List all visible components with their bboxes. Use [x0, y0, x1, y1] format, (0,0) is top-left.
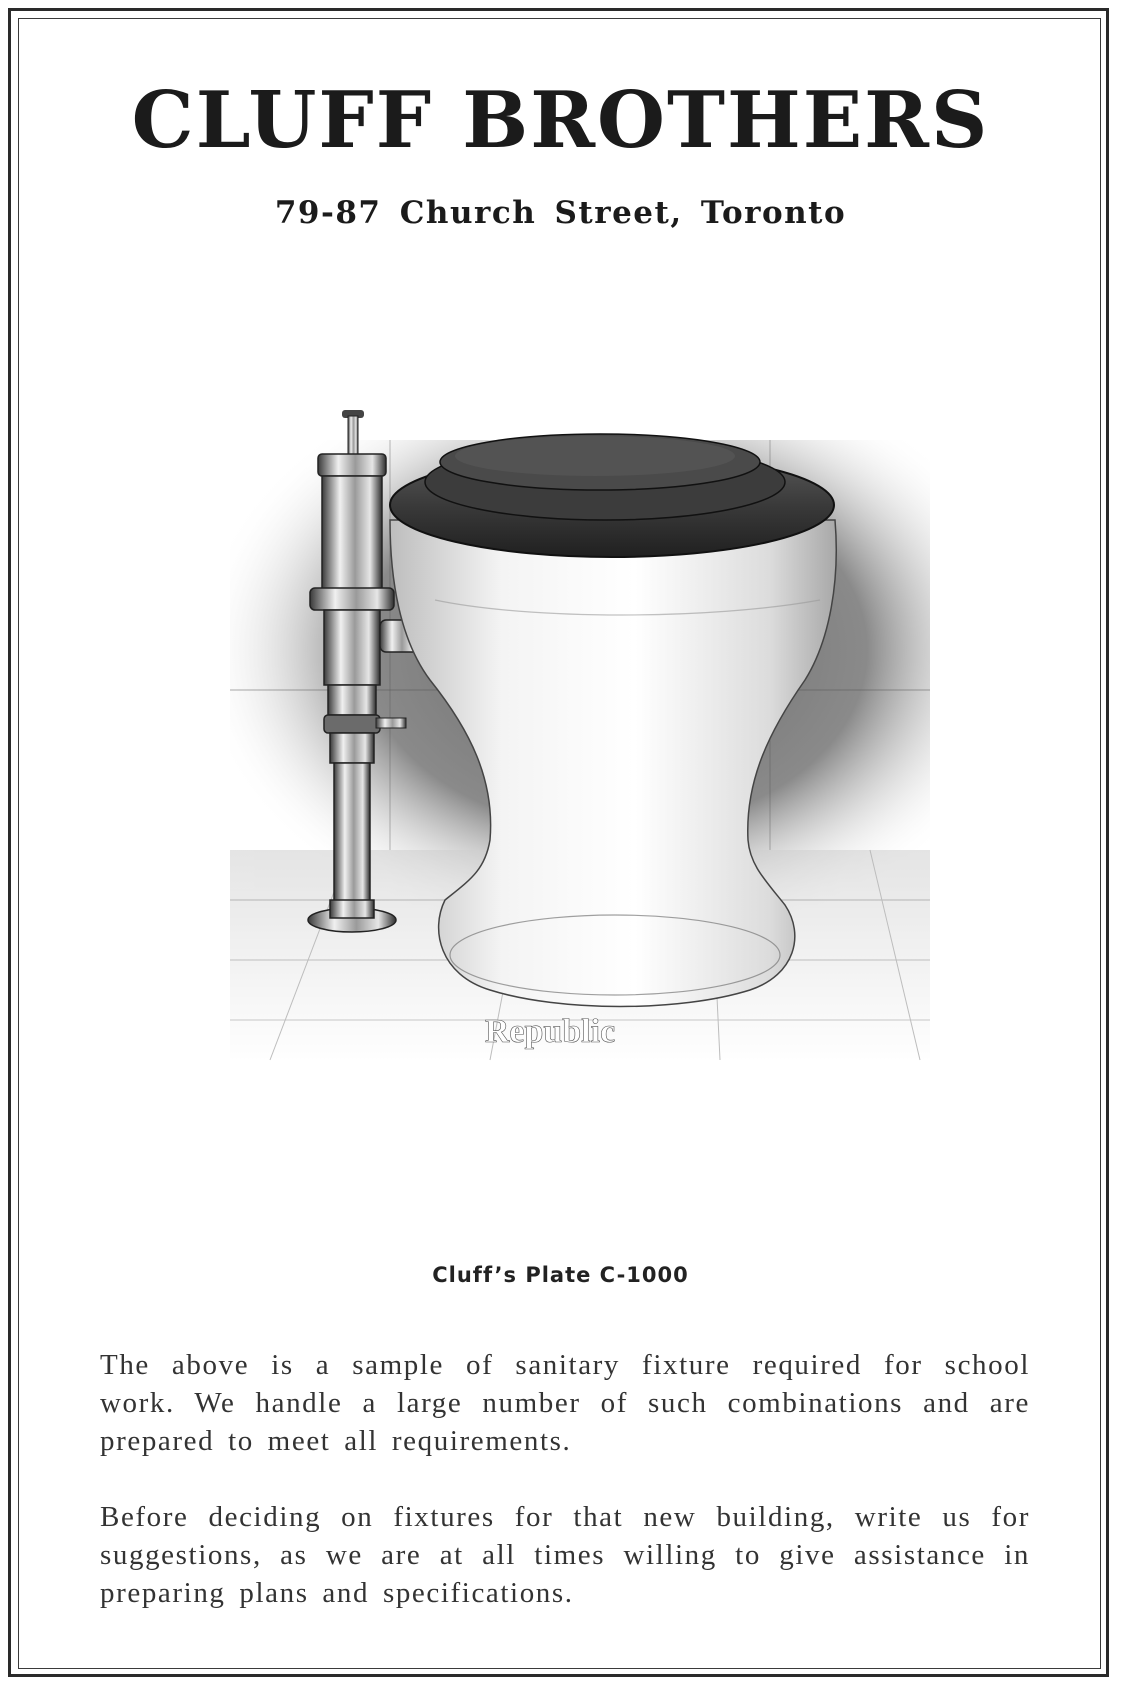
- company-name: CLUFF BROTHERS: [131, 75, 990, 166]
- body-paragraph: The above is a sample of sanitary fixture required for school work. We handle a large number of such combinations and are prepared to meet all requirements.: [100, 1349, 1030, 1457]
- plate-caption: Cluff’s Plate C-1000: [432, 1263, 689, 1287]
- brand-mark: Republic: [484, 1013, 616, 1050]
- company-address: 79-87 Church Street, Toronto: [274, 195, 847, 231]
- body-paragraph: Before deciding on fixtures for that new building, write us for suggestions, as we are at all times willing to give assistance in preparing plans and specifications.: [100, 1501, 1030, 1609]
- toilet-illustration: [230, 400, 930, 1140]
